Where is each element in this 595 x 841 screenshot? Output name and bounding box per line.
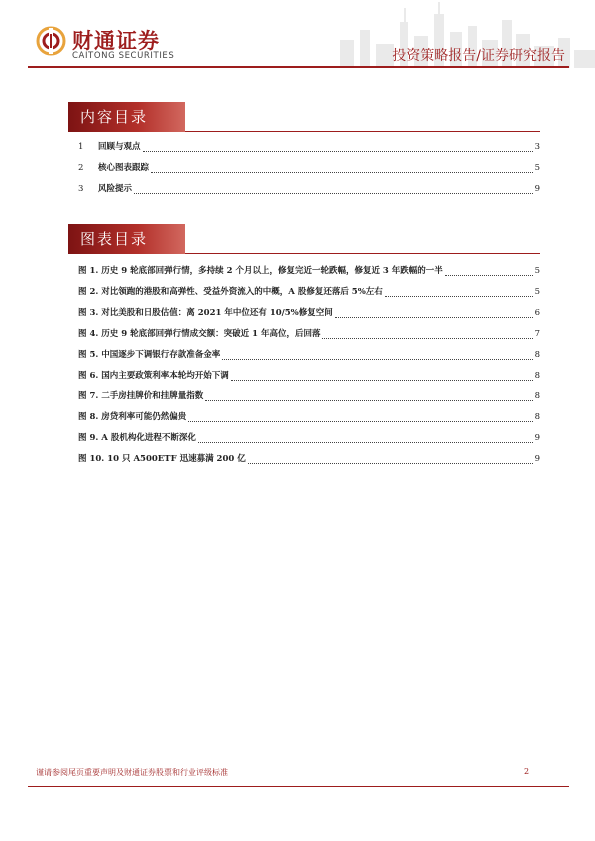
figure-entry[interactable]: [78, 452, 540, 466]
logo-chinese-name: 财通证券: [72, 29, 160, 53]
figure-entry-title: 图 5. 中国逐步下调银行存款准备金率: [78, 350, 221, 360]
toc-leader-dots: [143, 150, 533, 152]
figure-entry-title: 图 9. A 股机构化进程不断深化: [78, 433, 196, 443]
figure-entry-page: 7: [534, 329, 540, 339]
page-header: [0, 0, 595, 80]
footer-divider: [28, 786, 569, 787]
toc-entry-title: 风险提示: [98, 184, 133, 194]
figure-entry[interactable]: [78, 348, 540, 362]
figure-entry-page: 8: [534, 350, 540, 360]
figure-entry[interactable]: [78, 306, 540, 320]
figure-entry-title: 图 3. 对比美股和日股估值：离 2021 年中位还有 10/5%修复空间: [78, 308, 333, 318]
footer-disclaimer: 谨请参阅尾页重要声明及财通证券股票和行业评级标准: [36, 768, 228, 777]
header-divider: [28, 66, 569, 68]
contents-title: 内容目录: [80, 108, 149, 126]
figure-leader-dots: [322, 337, 532, 339]
toc-entry-page: 9: [534, 184, 540, 194]
figure-entry-title: 图 10. 10 只 A500ETF 迅速募满 200 亿: [78, 454, 246, 464]
figures-banner-box: [68, 224, 185, 254]
figure-leader-dots: [222, 358, 532, 360]
toc-leader-dots: [134, 192, 533, 194]
toc-entry-number: 2: [78, 163, 84, 173]
contents-banner-line: [185, 131, 540, 132]
contents-banner: [68, 102, 540, 132]
figure-entry-title: 图 7. 二手房挂牌价和挂牌量指数: [78, 391, 204, 401]
toc-entry[interactable]: [78, 161, 540, 175]
toc-entry-page: 3: [534, 142, 540, 152]
figure-entry-page: 5: [534, 266, 540, 276]
figure-entry-title: 图 6. 国内主要政策利率本轮均开始下调: [78, 371, 229, 381]
contents-banner-box: [68, 102, 185, 132]
figure-leader-dots: [198, 441, 533, 443]
figure-leader-dots: [188, 420, 532, 422]
figure-entry[interactable]: [78, 264, 540, 278]
figure-entry-page: 6: [534, 308, 540, 318]
figure-leader-dots: [231, 379, 533, 381]
figures-banner-line: [185, 253, 540, 254]
report-type-label: 投资策略报告/证券研究报告: [392, 48, 565, 64]
figure-entry[interactable]: [78, 389, 540, 403]
figure-leader-dots: [248, 462, 533, 464]
figure-entry[interactable]: [78, 327, 540, 341]
figure-entry[interactable]: [78, 431, 540, 445]
figures-banner: [68, 224, 540, 254]
logo-english-name: CAITONG SECURITIES: [72, 51, 175, 61]
toc-entry[interactable]: [78, 182, 540, 196]
figure-entry[interactable]: [78, 410, 540, 424]
figure-entry[interactable]: [78, 285, 540, 299]
figure-entry-page: 8: [534, 391, 540, 401]
toc-entry-title: 回顾与观点: [98, 142, 141, 152]
figure-leader-dots: [335, 316, 533, 318]
figure-entry-title: 图 4. 历史 9 轮底部回弹行情成交额：突破近 1 年高位，后回落: [78, 329, 321, 339]
figure-leader-dots: [205, 399, 532, 401]
figure-leader-dots: [445, 274, 533, 276]
figures-title: 图表目录: [80, 230, 149, 248]
figure-entry-page: 5: [534, 287, 540, 297]
toc-entry-page: 5: [534, 163, 540, 173]
caitong-logo-icon: [36, 26, 66, 56]
toc-entry[interactable]: [78, 140, 540, 154]
figure-entry-page: 9: [534, 433, 540, 443]
figure-entry[interactable]: [78, 369, 540, 383]
page-number: 2: [524, 767, 530, 776]
figure-leader-dots: [385, 295, 533, 297]
figure-entry-page: 8: [534, 412, 540, 422]
figure-entry-page: 9: [534, 454, 540, 464]
figure-entry-title: 图 8. 房贷利率可能仍然偏贵: [78, 412, 187, 422]
toc-leader-dots: [151, 171, 533, 173]
toc-entry-number: 1: [78, 142, 84, 152]
figure-entry-page: 8: [534, 371, 540, 381]
toc-entry-title: 核心图表跟踪: [98, 163, 150, 173]
toc-entry-number: 3: [78, 184, 84, 194]
figure-entry-title: 图 1. 历史 9 轮底部回弹行情，多持续 2 个月以上，修复完近一轮跌幅，修复近 3 年跌幅的一半: [78, 266, 443, 276]
figure-entry-title: 图 2. 对比领跑的港股和高弹性、受益外资流入的中概，A 股修复还落后 5%左右: [78, 287, 383, 297]
